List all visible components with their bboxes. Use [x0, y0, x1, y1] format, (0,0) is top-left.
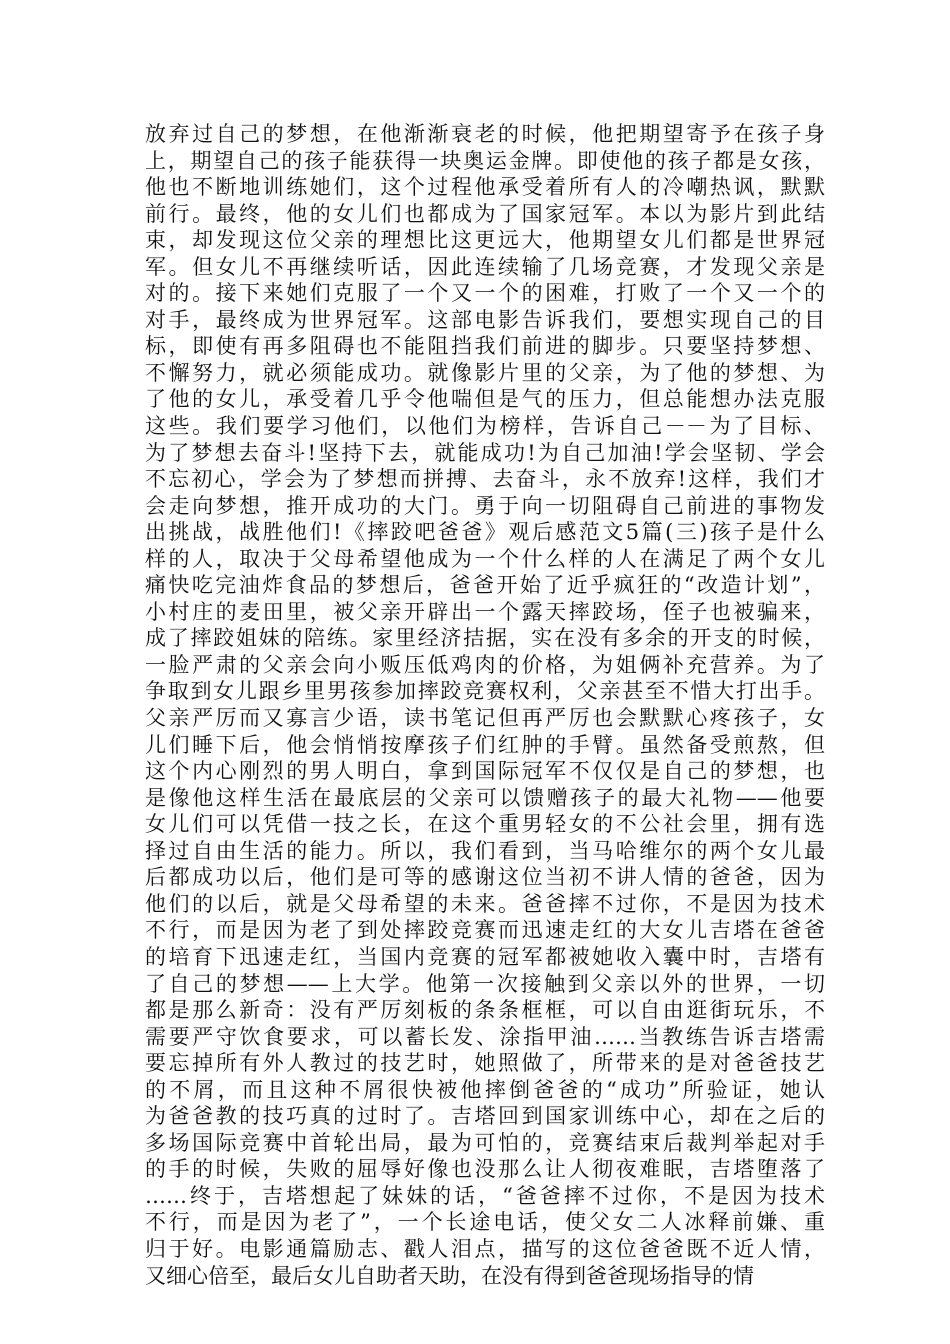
text-line: 军。但女儿不再继续听话，因此连续输了几场竞赛，才发现父亲是 — [145, 254, 825, 279]
text-line: 一脸严肃的父亲会向小贩压低鸡肉的价格，为姐俩补充营养。为了 — [145, 652, 825, 677]
text-line: 了自己的梦想——上大学。他第一次接触到父亲以外的世界，一切 — [145, 971, 825, 996]
text-line: 样的人，取决于父母希望他成为一个什么样的人在满足了两个女儿 — [145, 546, 825, 571]
text-line: 不忘初心，学会为了梦想而拼搏、去奋斗，永不放弃!这样，我们才 — [145, 467, 825, 492]
text-line: 小村庄的麦田里，被父亲开辟出一个露天摔跤场，侄子也被骗来， — [145, 599, 825, 624]
text-line: 放弃过自己的梦想，在他渐渐衰老的时候，他把期望寄予在孩子身 — [145, 122, 825, 146]
text-line: 这些。我们要学习他们，以他们为榜样，告诉自己－－为了目标、 — [145, 414, 825, 439]
text-line: 这个内心刚烈的男人明白，拿到国际冠军不仅仅是自己的梦想，也 — [145, 759, 825, 784]
body-text — [145, 121, 825, 1289]
text-line: 都是那么新奇：没有严厉刻板的条条框框，可以自由逛街玩乐，不 — [145, 998, 825, 1023]
text-line: 不行，而是因为老了”，一个长途电话，使父女二人冰释前嫌、重 — [145, 1210, 825, 1235]
text-line: 不懈努力，就必须能成功。就像影片里的父亲，为了他的梦想、为 — [145, 360, 825, 385]
text-line: 痛快吃完油炸食品的梦想后，爸爸开始了近乎疯狂的“改造计划”， — [145, 573, 825, 598]
text-line: 对的。接下来她们克服了一个又一个的困难，打败了一个又一个的 — [145, 281, 825, 306]
text-line: 的手的时候，失败的屈辱好像也没那么让人彻夜难眠，吉塔堕落了 — [145, 1157, 825, 1182]
text-line: 多场国际竞赛中首轮出局，最为可怕的，竞赛结束后裁判举起对手 — [145, 1130, 825, 1155]
text-line: 儿们睡下后，他会悄悄按摩孩子们红肿的手臂。虽然备受煎熬，但 — [145, 732, 825, 757]
text-line: 后都成功以后，他们是可等的感谢这位当初不讲人情的爸爸，因为 — [145, 865, 825, 890]
text-line: 要忘掉所有外人教过的技艺时，她照做了，所带来的是对爸爸技艺 — [145, 1051, 825, 1076]
text-line: 他们的以后，就是父母希望的未来。爸爸摔不过你，不是因为技术 — [145, 891, 825, 916]
text-line: 又细心倍至，最后女儿自助者天助，在没有得到爸爸现场指导的情 — [145, 1263, 754, 1288]
text-line: 女儿们可以凭借一技之长，在这个重男轻女的不公社会里，拥有选 — [145, 812, 825, 837]
text-line: 为爸爸教的技巧真的过时了。吉塔回到国家训练中心，却在之后的 — [145, 1104, 825, 1129]
text-line: 前行。最终，他的女儿们也都成为了国家冠军。本以为影片到此结 — [145, 201, 825, 226]
text-line: 的培育下迅速走红，当国内竞赛的冠军都被她收入囊中时，吉塔有 — [145, 944, 825, 969]
text-line: 争取到女儿跟乡里男孩参加摔跤竞赛权利，父亲甚至不惜大打出手。 — [145, 679, 825, 704]
text-line: 标，即使有再多阻碍也不能阻挡我们前进的脚步。只要坚持梦想、 — [145, 334, 825, 359]
text-line: 的不屑，而且这种不屑很快被他摔倒爸爸的“成功”所验证，她认 — [145, 1077, 825, 1102]
text-line: 上，期望自己的孩子能获得一块奥运金牌。即使他的孩子都是女孩， — [145, 148, 825, 173]
text-line: 他也不断地训练她们，这个过程他承受着所有人的冷嘲热讽，默默 — [145, 175, 825, 200]
text-line: 为了梦想去奋斗!坚持下去，就能成功!为自己加油!学会坚韧、学会 — [145, 440, 825, 465]
text-line: 束，却发现这位父亲的理想比这更远大，他期望女儿们都是世界冠 — [145, 228, 825, 253]
text-line: 是像他这样生活在最底层的父亲可以馈赠孩子的最大礼物——他要 — [145, 785, 825, 810]
text-line: 需要严守饮食要求，可以蓄长发、涂指甲油……当教练告诉吉塔需 — [145, 1024, 825, 1049]
text-line: 会走向梦想，推开成功的大门。勇于向一切阻碍自己前进的事物发 — [145, 493, 825, 518]
text-line: 不行，而是因为老了到处摔跤竞赛而迅速走红的大女儿吉塔在爸爸 — [145, 918, 825, 943]
text-line: 成了摔跤姐妹的陪练。家里经济拮据，实在没有多余的开支的时候， — [145, 626, 825, 651]
text-line: 择过自由生活的能力。所以，我们看到，当马哈维尔的两个女儿最 — [145, 838, 825, 863]
text-line: 父亲严厉而又寡言少语，读书笔记但再严厉也会默默心疼孩子，女 — [145, 706, 825, 731]
text-line: 归于好。电影通篇励志、戳人泪点，描写的这位爸爸既不近人情， — [145, 1236, 825, 1261]
text-line: 出挑战，战胜他们!《摔跤吧爸爸》观后感范文5篇(三)孩子是什么 — [145, 520, 825, 545]
text-line: ……终于，吉塔想起了妹妹的话，“爸爸摔不过你，不是因为技术 — [145, 1183, 825, 1208]
text-line: 对手，最终成为世界冠军。这部电影告诉我们，要想实现自己的目 — [145, 307, 825, 332]
text-line: 了他的女儿，承受着几乎令他喘但是气的压力，但总能想办法克服 — [145, 387, 825, 412]
